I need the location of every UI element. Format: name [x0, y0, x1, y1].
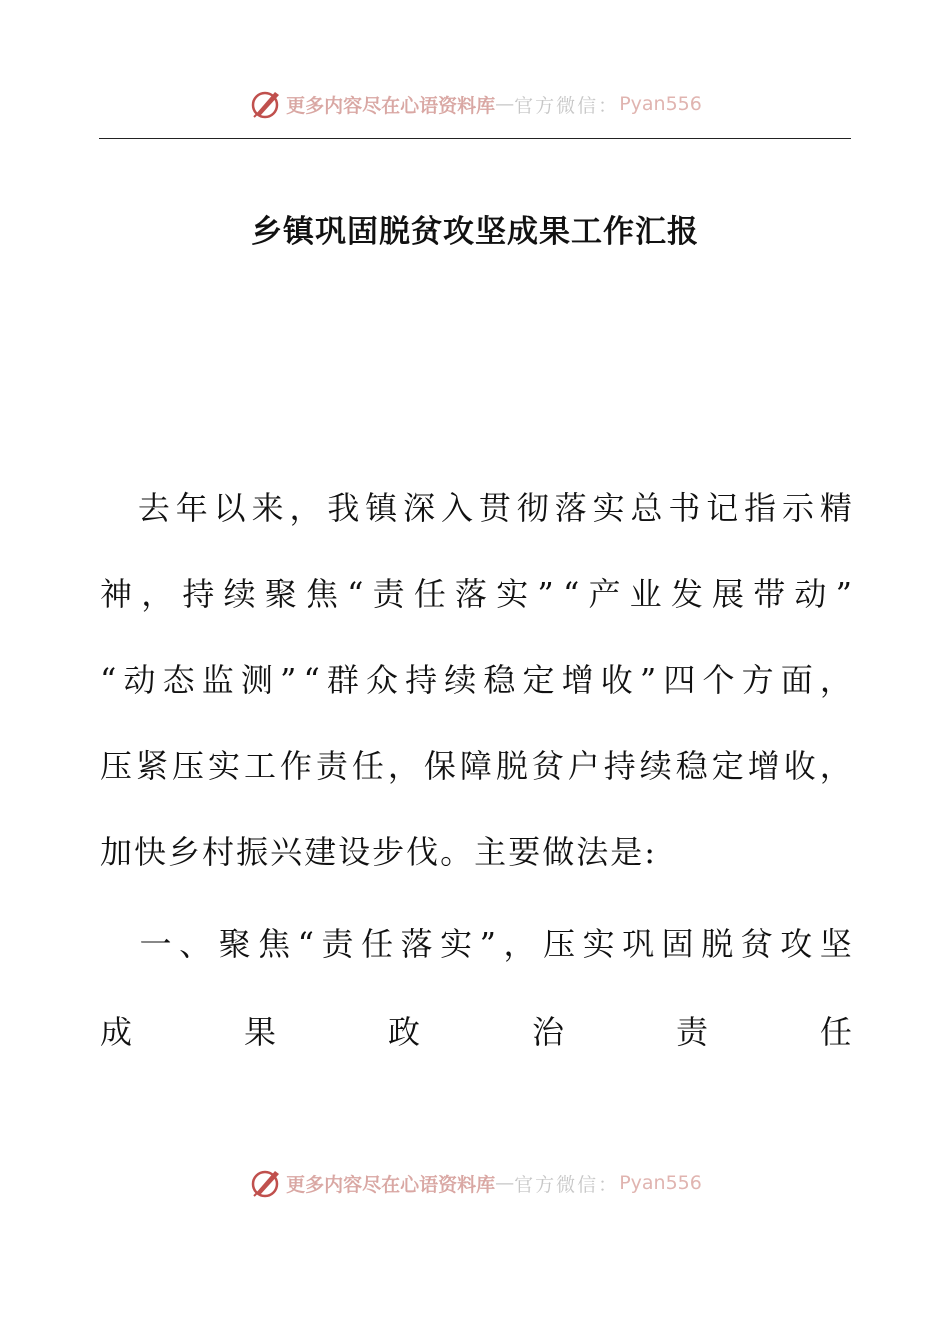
body-char: ”	[537, 575, 554, 613]
body-char: 持	[405, 661, 438, 699]
body-char: 入	[441, 489, 474, 527]
watermark-wechat-label: 官方微信：	[514, 1173, 620, 1196]
body-char: 聚	[218, 925, 251, 963]
body-char: 产	[588, 575, 621, 613]
body-char: 压	[543, 925, 576, 963]
quill-logo-icon	[248, 86, 284, 122]
section-heading-line	[100, 1010, 852, 1054]
body-char: 脱	[701, 925, 734, 963]
body-char: 保	[423, 747, 456, 785]
watermark-separator: —	[495, 1172, 515, 1194]
section-heading-line	[100, 922, 852, 966]
body-char: 稳	[483, 661, 516, 699]
body-line	[100, 744, 852, 788]
body-char: ”	[479, 925, 497, 963]
body-char: ”	[279, 661, 297, 699]
body-char: 增	[747, 747, 780, 785]
body-char	[100, 922, 132, 966]
body-char: 成	[100, 1013, 133, 1051]
body-char: 压	[100, 747, 133, 785]
watermark-wechat-label: 官方微信：	[514, 94, 620, 117]
body-char: 任	[361, 925, 394, 963]
body-char: ，	[819, 661, 852, 699]
watermark-site-text: 更多内容尽在心语资料库	[286, 94, 496, 117]
body-char: 快	[134, 833, 169, 871]
body-char: 续	[639, 747, 672, 785]
body-char: 攻	[780, 925, 813, 963]
body-char: 紧	[135, 747, 168, 785]
body-char: 果	[243, 1013, 276, 1051]
body-char: 贫	[740, 925, 773, 963]
body-char: 实	[207, 747, 240, 785]
watermark-site-text: 更多内容尽在心语资料库	[286, 1173, 496, 1196]
body-char: “	[303, 661, 320, 699]
body-char: 设	[338, 833, 373, 871]
body-char: 书	[668, 489, 701, 527]
body-char: 监	[201, 661, 234, 699]
body-char: 一	[139, 925, 172, 963]
body-char: 个	[702, 661, 735, 699]
body-char: 增	[561, 661, 594, 699]
body-char: “	[347, 575, 364, 613]
body-char: 。	[440, 833, 475, 871]
body-char: 伐	[406, 833, 441, 871]
body-char: 我	[327, 489, 360, 527]
body-char: 持	[603, 747, 636, 785]
watermark-separator: —	[495, 93, 515, 115]
body-char: ，	[387, 747, 420, 785]
body-char: 神	[100, 575, 133, 613]
body-char: 去	[137, 489, 170, 527]
body-char: 实	[582, 925, 615, 963]
body-char: “	[297, 925, 315, 963]
body-char: “	[100, 661, 117, 699]
body-char: 责	[315, 747, 348, 785]
body-char	[100, 486, 132, 530]
footer-watermark	[0, 1163, 950, 1203]
body-char: 建	[304, 833, 339, 871]
body-char: 责	[372, 575, 405, 613]
body-char: 实	[440, 925, 473, 963]
body-char: 焦	[305, 575, 338, 613]
body-char: 来	[251, 489, 284, 527]
body-char: 村	[202, 833, 237, 871]
body-char: 加	[100, 833, 135, 871]
body-char: 步	[372, 833, 407, 871]
body-char: 固	[661, 925, 694, 963]
body-char: 落	[400, 925, 433, 963]
body-char: 定	[522, 661, 555, 699]
body-char: 兴	[270, 833, 305, 871]
watermark-wechat-id: Pyan556	[619, 1172, 702, 1194]
body-char: ”	[639, 661, 657, 699]
body-char: 作	[279, 747, 312, 785]
body-char: 障	[459, 747, 492, 785]
body-line	[100, 658, 852, 702]
body-char: 贫	[531, 747, 564, 785]
body-char: 贯	[478, 489, 511, 527]
body-char: 带	[753, 575, 786, 613]
body-char: 镇	[365, 489, 398, 527]
body-char: 实	[592, 489, 625, 527]
body-char: 面	[780, 661, 813, 699]
header-watermark	[0, 84, 950, 124]
body-char: 法	[576, 833, 611, 871]
body-line	[100, 486, 852, 530]
body-char: 众	[366, 661, 399, 699]
body-char: 落	[455, 575, 488, 613]
body-char: 群	[326, 661, 359, 699]
body-char: 脱	[495, 747, 528, 785]
body-char: 乡	[168, 833, 203, 871]
quill-logo-icon	[248, 1165, 284, 1201]
body-char: 压	[171, 747, 204, 785]
body-char: ，	[819, 747, 852, 785]
body-char: 要	[508, 833, 543, 871]
body-char: 户	[567, 747, 600, 785]
body-char: 记	[706, 489, 739, 527]
body-char: ，	[289, 489, 322, 527]
header-divider	[99, 138, 851, 139]
body-char: 年	[175, 489, 208, 527]
body-char: 业	[629, 575, 662, 613]
watermark-wechat-id: Pyan556	[619, 93, 702, 115]
body-char: 主	[474, 833, 509, 871]
body-char: 深	[403, 489, 436, 527]
body-char: 收	[783, 747, 816, 785]
body-line	[100, 830, 852, 874]
body-char: 工	[243, 747, 276, 785]
body-char: 责	[321, 925, 354, 963]
body-char: 四	[663, 661, 696, 699]
body-char: 示	[782, 489, 815, 527]
body-char: 政	[387, 1013, 420, 1051]
body-line	[100, 572, 852, 616]
document-title: 乡镇巩固脱贫攻坚成果工作汇报	[251, 214, 699, 250]
body-char: 是	[610, 833, 645, 871]
body-char: 振	[236, 833, 271, 871]
body-char: 态	[162, 661, 195, 699]
body-char: 聚	[264, 575, 297, 613]
body-char: 展	[712, 575, 745, 613]
body-char: 持	[182, 575, 215, 613]
body-char: 实	[496, 575, 529, 613]
body-char: 责	[675, 1013, 708, 1051]
body-char: 彻	[516, 489, 549, 527]
body-char: 续	[444, 661, 477, 699]
body-char: 任	[351, 747, 384, 785]
body-char: :	[644, 833, 658, 871]
body-char: 测	[240, 661, 273, 699]
body-char: 动	[794, 575, 827, 613]
body-char: ，	[503, 925, 536, 963]
body-char: 、	[179, 925, 212, 963]
body-char: 收	[600, 661, 633, 699]
body-char: 稳	[675, 747, 708, 785]
body-char: 做	[542, 833, 577, 871]
body-char: ，	[141, 575, 174, 613]
body-char: 续	[223, 575, 256, 613]
body-char: 精	[819, 489, 852, 527]
body-char: 治	[531, 1013, 564, 1051]
body-char: 动	[123, 661, 156, 699]
body-char: 巩	[622, 925, 655, 963]
body-char: 任	[819, 1013, 852, 1051]
body-char: “	[562, 575, 580, 613]
body-char: 发	[670, 575, 703, 613]
body-char: 坚	[819, 925, 852, 963]
body-char: 方	[741, 661, 774, 699]
body-char: 指	[744, 489, 777, 527]
body-char: ”	[835, 575, 852, 613]
body-char: 总	[630, 489, 663, 527]
body-char: 任	[413, 575, 446, 613]
body-char: 焦	[258, 925, 291, 963]
body-char: 以	[213, 489, 246, 527]
body-char: 定	[711, 747, 744, 785]
body-char: 落	[554, 489, 587, 527]
